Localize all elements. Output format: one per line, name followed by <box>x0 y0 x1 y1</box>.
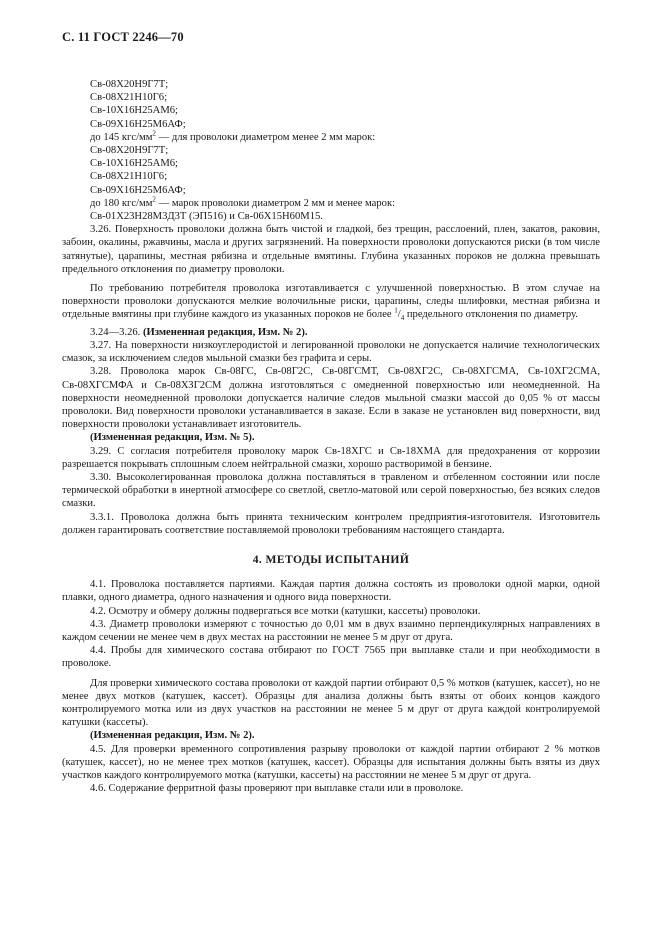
grade-list-item: Св-09Х16Н25М6АФ; <box>90 118 186 130</box>
grade-list-item: Св-08Х20Н9Г7Т; <box>90 145 169 157</box>
grade-list-item: Св-08Х21Н10Г6; <box>90 171 168 183</box>
paragraph-4-6: 4.6. Содержание ферритной фазы проверяют при выплавке стали или в проволоке. <box>90 783 464 795</box>
paragraph-3-26: 3.26. Поверхность проволоки должна быть чистой и гладкой, без трещин, расслоений, плен, закатов, раковин, забоин, окалины, ржавчины, масла и других загрязнений. На поверхности проволоки допускаются риски (в том числе затянутые), царапины, местная рябизна и отдельные вмятины. Глубина указанных пороков не должна превышать предельного отклонения по диаметру проволоки. <box>62 224 600 275</box>
grade-list-item: Св-10Х16Н25АМ6; <box>90 158 178 170</box>
revision-note: (Измененная редакция, Изм. № 5). <box>90 432 255 444</box>
paragraph-3-26-improved: По требованию потребителя проволока изготавливается с улучшенной поверхностью. В этом случае на поверхности проволоки допускаются мелкие волочильные риски, царапины, следы шлифовки, местная рябизна и отдельные вмятины при глубине каждого из указанных пороков не более $^1/_4$ предельного отклонения по диаметру. <box>62 283 600 323</box>
strength-line-180: до 180 кгс/$мм^2$ — марок проволоки диаметром 2 мм и менее марок: <box>90 195 396 209</box>
paragraph-3-30: 3.30. Высоколегированная проволока должна поставляться в травленом и отбеленном состоянии или после термической обработки в инертной атмосфере со светлой, светло-матовой или серой поверхностью, без всяких следов смазки. <box>62 472 600 510</box>
paragraph-4-4-chemical: Для проверки химического состава проволоки от каждой партии отбирают 0,5 % мотков (катушек, кассет), но не менее двух мотков (катушек, кассет). Образцы для анализа должны быть взяты от обоих концов каждого контролируемого мотка или из двух участков на расстоянии не менее 5 м друг от друга каждой контролируемой катушки (кассеты). <box>62 677 600 729</box>
grade-list-item: Св-01Х23Н28М3Д3Т (ЭП516) и Св-06Х15Н60М15. <box>90 211 323 223</box>
paragraph-3-3-1: 3.3.1. Проволока должна быть принята техническим контролем предприятия-изготовителя. Изготовитель должен гарантировать соответствие поставляемой проволоки требованиям настоящего стандарта. <box>62 511 600 536</box>
grade-list-item: Св-09Х16Н25М6АФ; <box>90 184 186 196</box>
strength-line-145: до 145 кгс/$мм^2$ — для проволоки диаметром менее 2 мм марок: <box>90 129 376 143</box>
grade-list-item: Св-10Х16Н25АМ6; <box>90 105 178 117</box>
paragraph-4-3: 4.3. Диаметр проволоки измеряют с точностью до 0,01 мм в двух взаимно перпендикулярных направлениях в каждом сечении не менее чем в двух местах на расстоянии не менее 5 м друг от друга. <box>62 618 600 644</box>
paragraph-4-4: 4.4. Пробы для химического состава отбирают по ГОСТ 7565 при выплавке стали и при необходимости в проволоке. <box>62 645 600 670</box>
grade-list-item: Св-08Х21Н10Г6; <box>90 92 168 104</box>
paragraph-3-28: 3.28. Проволока марок Св-08ГС, Св-08Г2С, Св-08ГСМТ, Св-08ХГ2С, Св-08ХГСМА, Св-10ХГ2СМА, Св-08ХГСМФА и Св-08ХЗГ2СМ должна изготовляться с омедненной поверхностью или неомедненной. На поверхности неомедненной проволоки допускается наличие следов мыльной смазки массой до 0,05 % от массы проволоки. Вид поверхности проволоки устанавливается в заказе. Если в заказе не установлен вид поверхности, вид поверхности проволоки устанавливает изготовитель. <box>62 366 600 431</box>
document-body <box>62 78 600 795</box>
paragraph-3-27: 3.27. На поверхности низкоуглеродистой и легированной проволоки не допускается наличие технологических смазок, за исключением следов мыльной смазки без графита и серы. <box>62 339 600 365</box>
paragraph-4-5: 4.5. Для проверки временного сопротивления разрыву проволоки от каждой партии отбирают 2 % мотков (катушек, кассет), но не менее трех мотков (катушек, кассет). Образцы для испытания должны быть взяты из двух участков каждого контролируемого мотка (катушки, кассеты) на расстоянии не менее 5 м друг от друга. <box>62 743 600 782</box>
paragraph-3-29: 3.29. С согласия потребителя проволоку марок Св-18ХГС и Св-18ХМА для предохранения от коррозии разрешается покрывать сплошным слоем нейтральной смазки, хорошо растворимой в бензине. <box>62 445 600 470</box>
revision-note: 3.24—3.26. (Измененная редакция, Изм. № 2). <box>90 326 308 338</box>
section-title: 4. МЕТОДЫ ИСПЫТАНИЙ <box>252 553 410 567</box>
revision-note: (Измененная редакция, Изм. № 2). <box>90 730 255 742</box>
paragraph-4-1: 4.1. Проволока поставляется партиями. Каждая партия должна состоять из проволоки одной марки, одной плавки, одного диаметра, одного назначения и одного вида поверхности. <box>62 579 600 604</box>
paragraph-4-2: 4.2. Осмотру и обмеру должны подвергаться все мотки (катушки, кассеты) проволоки. <box>90 605 481 617</box>
page-header: С. 11 ГОСТ 2246—70 <box>62 30 184 44</box>
grade-list-item: Св-08Х20Н9Г7Т; <box>90 79 169 90</box>
